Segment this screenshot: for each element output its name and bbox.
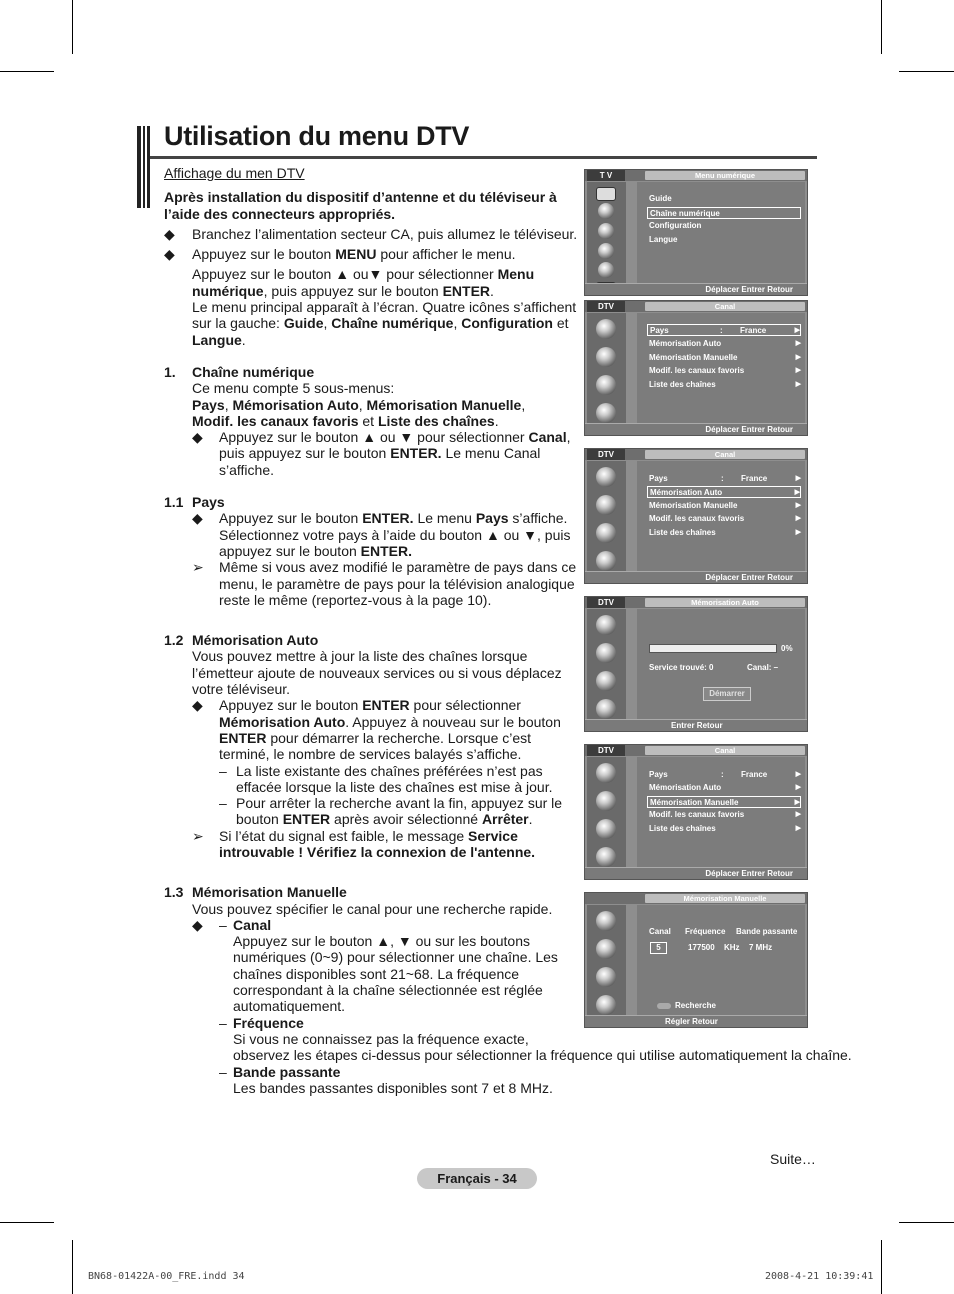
language-icon <box>596 847 616 867</box>
note: ➢ Si l’état du signal est faible, le message Service introuvable ! Vérifiez la connexion de l'antenne. <box>192 827 536 860</box>
title-decoration <box>137 126 150 208</box>
paragraph: Vous pouvez spécifier le canal pour une recherche rapide. <box>192 900 553 917</box>
setup-gear-icon <box>596 523 616 543</box>
paragraph: Pays, Mémorisation Auto, Mémorisation Manuelle, <box>192 396 526 413</box>
sound-icon <box>598 203 614 219</box>
osd-title: Menu numérique <box>645 171 805 180</box>
bullet: ◆ Appuyez sur le bouton ENTER. Le menu Pays s’affiche. Sélectionnez votre pays à l’aide du bouton ▲ ou ▼, puis appuyez sur le bouton ENTER. <box>192 510 571 559</box>
osd-title: Mémorisation Auto <box>645 598 805 607</box>
channel-icon <box>596 791 616 811</box>
file-footer: BN68-01422A-00_FRE.indd 34 <box>88 1271 245 1282</box>
osd-list <box>637 461 805 571</box>
osd-item[interactable]: Modif. les canaux favoris ▶ <box>649 366 801 375</box>
title-rule <box>150 156 817 159</box>
bandwidth-value: 7 MHz <box>749 943 773 952</box>
channel-icon <box>598 223 614 239</box>
progress-bar <box>649 644 777 653</box>
page-title: Utilisation du menu DTV <box>164 121 470 151</box>
section-1-title: 1. Chaîne numérique <box>164 363 315 380</box>
col-frequence: Fréquence <box>685 927 726 936</box>
guide-icon <box>596 763 616 783</box>
paragraph: Vous pouvez mettre à jour la liste des chaînes lorsque l’émetteur ajoute de nouveaux services ou si vous déplacez votre téléviseur. <box>192 648 562 698</box>
osd-icons <box>587 461 626 571</box>
crop-mark <box>72 1240 73 1294</box>
setup-gear-icon <box>596 671 616 691</box>
osd-item[interactable]: Liste des chaînes ▶ <box>649 824 801 833</box>
intro: Après installation du dispositif d’antenne et du téléviseur à l’aide des connecteurs appropriés. <box>164 189 557 222</box>
osd-auto-content <box>637 609 805 719</box>
start-button[interactable]: Démarrer <box>703 687 751 701</box>
bullet: ◆ – Canal <box>192 916 272 933</box>
crop-mark <box>0 1222 54 1223</box>
services-found: Service trouvé: 0 <box>649 663 714 672</box>
osd-item-selected[interactable]: Chaîne numérique <box>647 207 801 219</box>
osd-item[interactable]: Pays : France ▶ <box>649 474 801 483</box>
crop-mark <box>899 1222 954 1223</box>
bullet: ◆ Appuyez sur le bouton ENTER pour sélectionner Mémorisation Auto. Appuyez à nouveau sur le bouton ENTER pour démarrer la recherche. Lorsque c’est terminé, le nombre de services balayés s’affiche. <box>192 697 561 763</box>
crop-mark <box>72 0 73 54</box>
language-icon <box>596 699 616 719</box>
osd-item[interactable]: Mémorisation Manuelle ▶ <box>649 501 801 510</box>
osd-icons <box>587 757 626 867</box>
osd-item[interactable]: Pays : France ▶ <box>649 770 801 779</box>
osd-canal-3 <box>584 744 808 880</box>
paragraph: Modif. les canaux favoris et Liste des chaînes. <box>192 412 499 429</box>
osd-footer: Déplacer Entrer Retour <box>585 423 807 435</box>
guide-icon <box>596 319 616 339</box>
paragraph: Appuyez sur le bouton ▲ ou▼ pour sélectionner Menu numérique, puis appuyez sur le bouton ENTER. <box>192 266 535 299</box>
paragraph: Les bandes passantes disponibles sont 7 et 8 MHz. <box>233 1079 553 1096</box>
osd-item[interactable]: Configuration <box>649 221 702 230</box>
osd-footer: Déplacer Entrer Retour <box>585 571 807 583</box>
osd-title: Canal <box>645 302 805 311</box>
language-icon <box>596 551 616 571</box>
input-icon <box>598 262 614 278</box>
crop-mark <box>899 71 954 72</box>
osd-auto-store <box>584 596 808 732</box>
osd-footer: Déplacer Entrer Retour <box>585 283 807 295</box>
setup-gear-icon <box>596 375 616 395</box>
channel-icon <box>596 643 616 663</box>
osd-item[interactable]: Langue <box>649 235 678 244</box>
dash-item: – Pour arrêter la recherche avant la fin, appuyez sur le bouton ENTER après avoir sélectionné Arrêter. <box>219 795 563 828</box>
osd-menu-numerique <box>584 169 808 296</box>
date-footer: 2008-4-21 10:39:41 <box>765 1271 874 1282</box>
paragraph: Si vous ne connaissez pas la fréquence exacte, <box>233 1030 529 1047</box>
guide-icon <box>596 467 616 487</box>
osd-item-selected[interactable]: Mémorisation Auto ▶ <box>647 486 801 498</box>
search-label[interactable]: Recherche <box>675 1001 716 1010</box>
crop-mark <box>0 71 54 72</box>
osd-icons <box>587 182 626 283</box>
setup-gear-icon <box>596 967 616 987</box>
osd-item-selected[interactable]: Pays : France ▶ <box>647 324 801 336</box>
osd-footer: Entrer Retour <box>585 719 807 731</box>
section-1-2-title: 1.2 Mémorisation Auto <box>164 632 319 649</box>
paragraph: Le menu principal apparaît à l’écran. Quatre icônes s’affichent sur la gauche: Guide, Chaîne numérique, Configuration et Langue. <box>192 299 577 348</box>
dash-item: – La liste existante des chaînes préférées n’est pas effacée lorsque la liste des chaînes est mise à jour. <box>219 762 553 795</box>
osd-list <box>637 313 805 423</box>
col-canal: Canal <box>649 927 671 936</box>
osd-list <box>637 182 805 283</box>
osd-canal-1 <box>584 300 808 436</box>
setup-gear-icon <box>596 819 616 839</box>
channel-icon <box>596 495 616 515</box>
osd-item[interactable]: Liste des chaînes ▶ <box>649 380 801 389</box>
language-icon <box>596 403 616 423</box>
section-1-1-title: 1.1 Pays <box>164 494 225 511</box>
canal-stepper[interactable]: 5 <box>650 942 667 954</box>
crop-mark <box>881 0 882 54</box>
col-bande: Bande passante <box>736 927 798 936</box>
osd-item[interactable]: Modif. les canaux favoris ▶ <box>649 810 801 819</box>
osd-icons <box>587 313 626 423</box>
osd-mode: DTV <box>587 301 625 312</box>
dash-item: – Fréquence <box>219 1014 304 1031</box>
osd-mode: DTV <box>587 597 625 608</box>
freq-value: 177500 <box>688 943 715 952</box>
osd-item[interactable]: Mémorisation Auto ▶ <box>649 783 801 792</box>
progress-percent: 0% <box>781 644 793 653</box>
language-icon <box>596 995 616 1015</box>
osd-mode: DTV <box>587 745 625 756</box>
osd-footer: Régler Retour <box>585 1015 807 1027</box>
paragraph: Ce menu compte 5 sous-menus: <box>192 380 395 397</box>
osd-item[interactable]: Modif. les canaux favoris ▶ <box>649 514 801 523</box>
note: ➢ Même si vous avez modifié le paramètre de pays dans ce menu, le paramètre de pays pour la télévision analogique reste le même (reportez-vous à la page 10). <box>192 559 577 608</box>
guide-icon <box>596 615 616 635</box>
page-number: Français - 34 <box>417 1168 537 1189</box>
continued-label: Suite… <box>770 1151 816 1167</box>
section-heading: Affichage du men DTV <box>164 165 305 181</box>
paragraph: Appuyez sur le bouton ▲, ▼ ou sur les boutons numériques (0~9) pour sélectionner une chaîne. Les chaînes disponibles sont 21~68. La fréquence correspondant à la chaîne sélectionnée est réglée automatiquement. <box>233 933 558 1015</box>
current-canal: Canal: – <box>747 663 779 672</box>
osd-manual-content <box>637 905 805 1015</box>
osd-item-selected[interactable]: Mémorisation Manuelle ▶ <box>647 796 801 808</box>
crop-mark <box>881 1240 882 1294</box>
osd-title: Canal <box>645 450 805 459</box>
osd-title: Mémorisation Manuelle <box>645 894 805 903</box>
osd-title: Canal <box>645 746 805 755</box>
osd-item[interactable]: Mémorisation Auto ▶ <box>649 339 801 348</box>
paragraph: observez les étapes ci-dessus pour sélectionner la fréquence qui utilise automatiquement la chaîne. <box>233 1047 852 1064</box>
osd-manual-store <box>584 892 808 1028</box>
osd-canal-2 <box>584 448 808 584</box>
osd-mode: DTV <box>587 449 625 460</box>
osd-footer: Déplacer Entrer Retour <box>585 867 807 879</box>
bullet: ◆ Appuyez sur le bouton MENU pour afficher le menu. <box>164 246 516 263</box>
guide-icon <box>596 911 616 931</box>
section-1-3-title: 1.3 Mémorisation Manuelle <box>164 884 347 901</box>
osd-item[interactable]: Guide <box>649 194 672 203</box>
osd-mode: T V <box>587 170 625 181</box>
channel-icon <box>596 347 616 367</box>
setup-gear-icon <box>598 243 614 259</box>
freq-unit: KHz <box>724 943 740 952</box>
bullet: ◆ Branchez l’alimentation secteur CA, puis allumez le téléviseur. <box>164 225 578 242</box>
osd-item[interactable]: Liste des chaînes ▶ <box>649 528 801 537</box>
osd-item[interactable]: Mémorisation Manuelle ▶ <box>649 353 801 362</box>
osd-list <box>637 757 805 867</box>
search-key-icon <box>657 1003 671 1009</box>
dash-item: – Bande passante <box>219 1063 341 1080</box>
tv-picture-icon <box>596 187 616 201</box>
channel-icon <box>596 939 616 959</box>
osd-icons <box>587 905 626 1015</box>
bullet: ◆ Appuyez sur le bouton ▲ ou ▼ pour sélectionner Canal, puis appuyez sur le bouton ENTER. Le menu Canal s’affiche. <box>192 429 571 478</box>
osd-icons <box>587 609 626 719</box>
